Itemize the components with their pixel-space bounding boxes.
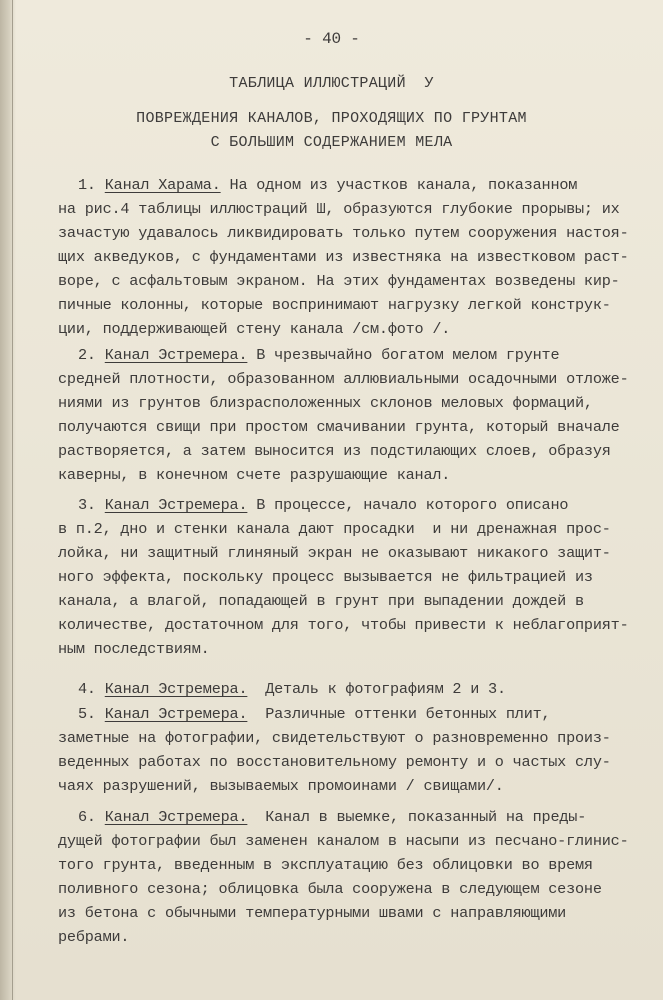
paragraph-6-line: дущей фотографии был заменен каналом в насыпи из песчано-глинис-	[58, 832, 629, 850]
paragraph-1-first-line	[78, 176, 577, 194]
paragraph-text: Канал в выемке, показанный на преды-	[247, 808, 587, 826]
paragraph-title: Канал Эстремера.	[104, 346, 248, 364]
paragraph-2-line: получаются свищи при простом смачивании грунта, который вначале	[58, 418, 620, 436]
paragraph-text: В процессе, начало которого описано	[247, 496, 569, 514]
paragraph-text: На одном из участков канала, показанном	[220, 176, 578, 194]
paragraph-title: Канал Эстремера.	[104, 496, 248, 514]
paragraph-3-line: ным последствиям.	[58, 640, 210, 658]
paragraph-title: Канал Эстремера.	[104, 705, 248, 723]
paragraph-5-first-line	[78, 705, 550, 723]
paragraph-title: Канал Эстремера.	[104, 808, 248, 826]
paragraph-number: 3.	[78, 496, 96, 514]
paragraph-3-line: количестве, достаточном для того, чтобы привести к неблагоприят-	[58, 616, 629, 634]
paragraph-title: Канал Харама.	[104, 176, 221, 194]
paragraph-text: Различные оттенки бетонных плит,	[247, 705, 551, 723]
paragraph-6-line: ребрами.	[58, 928, 130, 946]
paragraph-number: 2.	[78, 346, 96, 364]
paragraph-1-line: зачастую удавалось ликвидировать только путем сооружения настоя-	[58, 224, 629, 242]
paragraph-1-line: щих акведуков, с фундаментами из известняка на известковом раст-	[58, 248, 629, 266]
paragraph-2-line: средней плотности, образованном аллювиальными осадочными отложе-	[58, 370, 629, 388]
heading-line-3: С БОЛЬШИМ СОДЕРЖАНИЕМ МЕЛА	[210, 134, 453, 151]
paragraph-1-line: пичные колонны, которые воспринимают нагрузку легкой конструк-	[58, 296, 611, 314]
paragraph-title: Канал Эстремера.	[104, 680, 248, 698]
paragraph-6-line: того грунта, введенным в эксплуатацию без облицовки во время	[58, 856, 593, 874]
paragraph-3-line: лойка, ни защитный глиняный экран не оказывают никакого защит-	[58, 544, 611, 562]
paragraph-3-first-line	[78, 496, 568, 514]
paragraph-2-first-line	[78, 346, 559, 364]
paragraph-4-first-line	[78, 680, 506, 698]
paragraph-1-line: воре, с асфальтовым экраном. На этих фундаментах возведены кир-	[58, 272, 620, 290]
paragraph-6-first-line	[78, 808, 586, 826]
paragraph-3-line: канала, а влагой, попадающей в грунт при выпадении дождей в	[58, 592, 584, 610]
paragraph-number: 6.	[78, 808, 96, 826]
heading-line-1: ТАБЛИЦА ИЛЛЮСТРАЦИЙ У	[229, 75, 434, 92]
paragraph-number: 4.	[78, 680, 96, 698]
paragraph-6-line: из бетона с обычными температурными швами с направляющими	[58, 904, 567, 922]
paragraph-number: 5.	[78, 705, 96, 723]
paragraph-5-line: заметные на фотографии, свидетельствуют о разновременно произ-	[58, 729, 611, 747]
paragraph-2-line: каверны, в конечном счете разрушающие канал.	[58, 466, 451, 484]
paragraph-1-line: на рис.4 таблицы иллюстраций Ш, образуются глубокие прорывы; их	[58, 200, 620, 218]
heading-line-2: ПОВРЕЖДЕНИЯ КАНАЛОВ, ПРОХОДЯЩИХ ПО ГРУНТАМ	[136, 110, 527, 127]
paragraph-5-line: веденных работах по восстановительному ремонту и о частых слу-	[58, 753, 611, 771]
paragraph-text: Деталь к фотографиям 2 и 3.	[247, 680, 506, 698]
paragraph-text: В чрезвычайно богатом мелом грунте	[247, 346, 560, 364]
paragraph-3-line: в п.2, дно и стенки канала дают просадки и ни дренажная прос-	[58, 520, 611, 538]
paragraph-3-line: ного эффекта, поскольку процесс вызывается не фильтрацией из	[58, 568, 593, 586]
paragraph-2-line: растворяется, а затем выносится из подстилающих слоев, образуя	[58, 442, 611, 460]
paragraph-5-line: чаях разрушений, вызываемых промоинами / свищами/.	[58, 777, 504, 795]
paragraph-1-line: ции, поддерживающей стену канала /см.фото /.	[58, 320, 451, 338]
paragraph-number: 1.	[78, 176, 96, 194]
page-number: - 40 -	[303, 30, 360, 48]
paragraph-2-line: ниями из грунтов близрасположенных склонов меловых формаций,	[58, 394, 593, 412]
paragraph-6-line: поливного сезона; облицовка была сооружена в следующем сезоне	[58, 880, 602, 898]
